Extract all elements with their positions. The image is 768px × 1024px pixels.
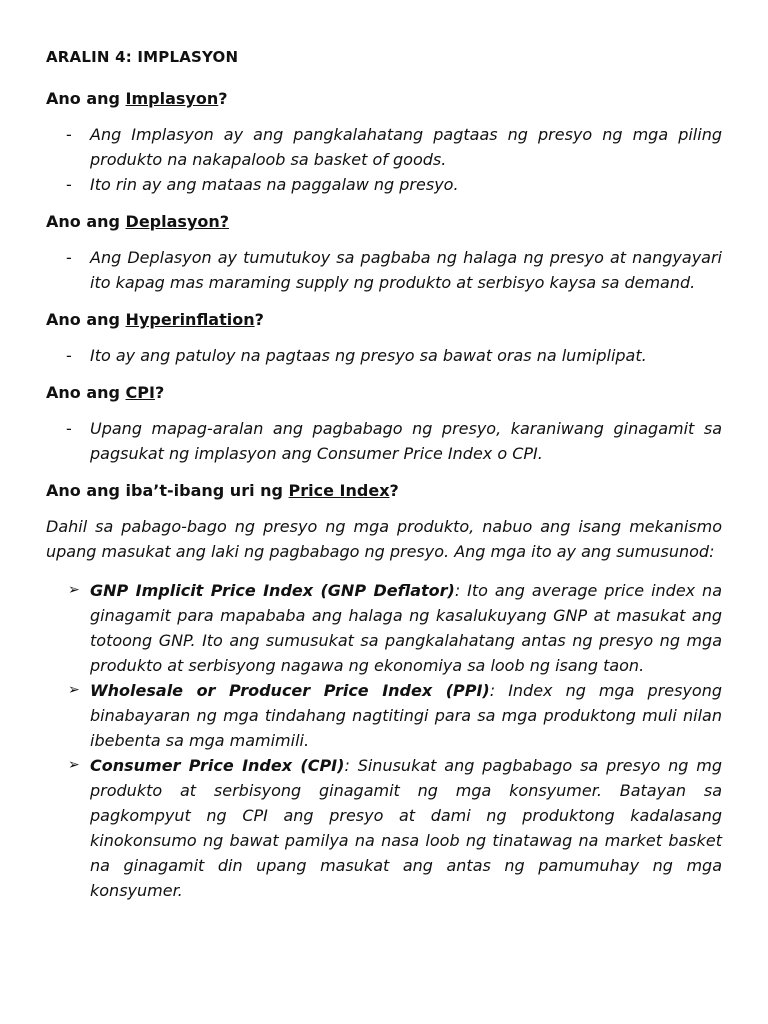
dash-bullet: -: [66, 175, 72, 194]
document-page: [46, 44, 722, 903]
arrow-bullet-icon: ➢: [68, 682, 80, 698]
answer-list-hyperinflation: [46, 343, 722, 368]
question-prefix: Ano ang: [46, 89, 126, 108]
dash-bullet: -: [66, 419, 72, 438]
intro-paragraph: Dahil sa pabago-bago ng presyo ng mga produkto, nabuo ang isang mekanismo upang masukat ang laki ng pagbabago ng presyo. Ang mga ito ay ang sumusunod:: [46, 517, 722, 561]
answer-list-deplasyon: [46, 245, 722, 295]
question-prefix: Ano ang: [46, 212, 126, 231]
price-index-list: [46, 578, 722, 903]
price-index-term: GNP Implicit Price Index (GNP Deflator): [90, 581, 455, 600]
question-suffix: ?: [218, 89, 228, 108]
list-item: [46, 416, 722, 466]
price-index-desc: : Ito ang average price index na ginagamit para mapababa ang halaga ng kasalukuyang GNP at masukat ang totoong GNP. Ito ang sumusukat sa pangkalahatang antas ng presyo ng mga produkto at serbisyong nagawa ng ekonomiya sa loob ng isang taon.: [90, 581, 722, 675]
answer-list-implasyon: [46, 122, 722, 197]
dash-bullet: -: [66, 346, 72, 365]
question-prefix: Ano ang: [46, 310, 126, 329]
list-item-text: Ang Implasyon ay ang pangkalahatang pagtaas ng presyo ng mga piling produkto na nakapaloob sa basket of goods.: [90, 125, 722, 169]
question-cpi: [46, 380, 722, 406]
price-index-item-ppi: [46, 678, 722, 753]
question-prefix: Ano ang iba’t-ibang uri ng: [46, 481, 289, 500]
list-item: [46, 343, 722, 368]
question-suffix: ?: [254, 310, 264, 329]
arrow-bullet-icon: ➢: [68, 582, 80, 598]
list-item: [46, 172, 722, 197]
list-item-text: Upang mapag-aralan ang pagbabago ng presyo, karaniwang ginagamit sa pagsukat ng implasyon ang Consumer Price Index o CPI.: [90, 419, 722, 463]
price-index-desc: : Sinusukat ang pagbabago sa presyo ng mg produkto at serbisyong ginagamit ng mga konsyumer. Batayan sa pagkompyut ng CPI ang presyo at dami ng produktong kadalasang kinokonsumo ng bawat pamilya na nasa loob ng tinatawag na market basket na ginagamit din upang masukat ang antas ng pamumuhay ng mga konsyumer.: [90, 756, 722, 900]
question-prefix: Ano ang: [46, 383, 126, 402]
list-item-text: Ito rin ay ang mataas na paggalaw ng presyo.: [90, 175, 459, 194]
question-term: Deplasyon?: [125, 212, 230, 231]
arrow-bullet-icon: ➢: [68, 757, 80, 773]
dash-bullet: -: [66, 248, 72, 267]
question-price-index-types: [46, 478, 722, 504]
answer-list-cpi: [46, 416, 722, 466]
price-index-desc: : Index ng mga presyong binabayaran ng mga tindahang nagtitingi para sa mga produktong muli nilan ibebenta sa mga mamimili.: [90, 681, 723, 750]
question-suffix: ?: [389, 481, 399, 500]
price-index-item-cpi: [46, 753, 722, 903]
question-hyperinflation: [46, 307, 722, 333]
dash-bullet: -: [66, 125, 72, 144]
list-item-text: Ito ay ang patuloy na pagtaas ng presyo sa bawat oras na lumiplipat.: [90, 346, 647, 365]
list-item: [46, 245, 722, 295]
question-term: CPI: [125, 383, 155, 402]
lesson-title: ARALIN 4: IMPLASYON: [46, 48, 239, 66]
price-index-item-gnp-deflator: [46, 578, 722, 678]
question-term: Implasyon: [125, 89, 219, 108]
question-deplasyon: [46, 209, 722, 235]
price-index-term: Consumer Price Index (CPI): [90, 756, 345, 775]
question-term: Hyperinflation: [125, 310, 255, 329]
price-index-term: Wholesale or Producer Price Index (PPI): [90, 681, 490, 700]
list-item: [46, 122, 722, 172]
question-term: Price Index: [288, 481, 390, 500]
question-implasyon: [46, 86, 722, 112]
question-suffix: ?: [154, 383, 165, 402]
list-item-text: Ang Deplasyon ay tumutukoy sa pagbaba ng halaga ng presyo at nangyayari ito kapag mas maraming supply ng produkto at serbisyo kaysa sa demand.: [90, 248, 722, 292]
